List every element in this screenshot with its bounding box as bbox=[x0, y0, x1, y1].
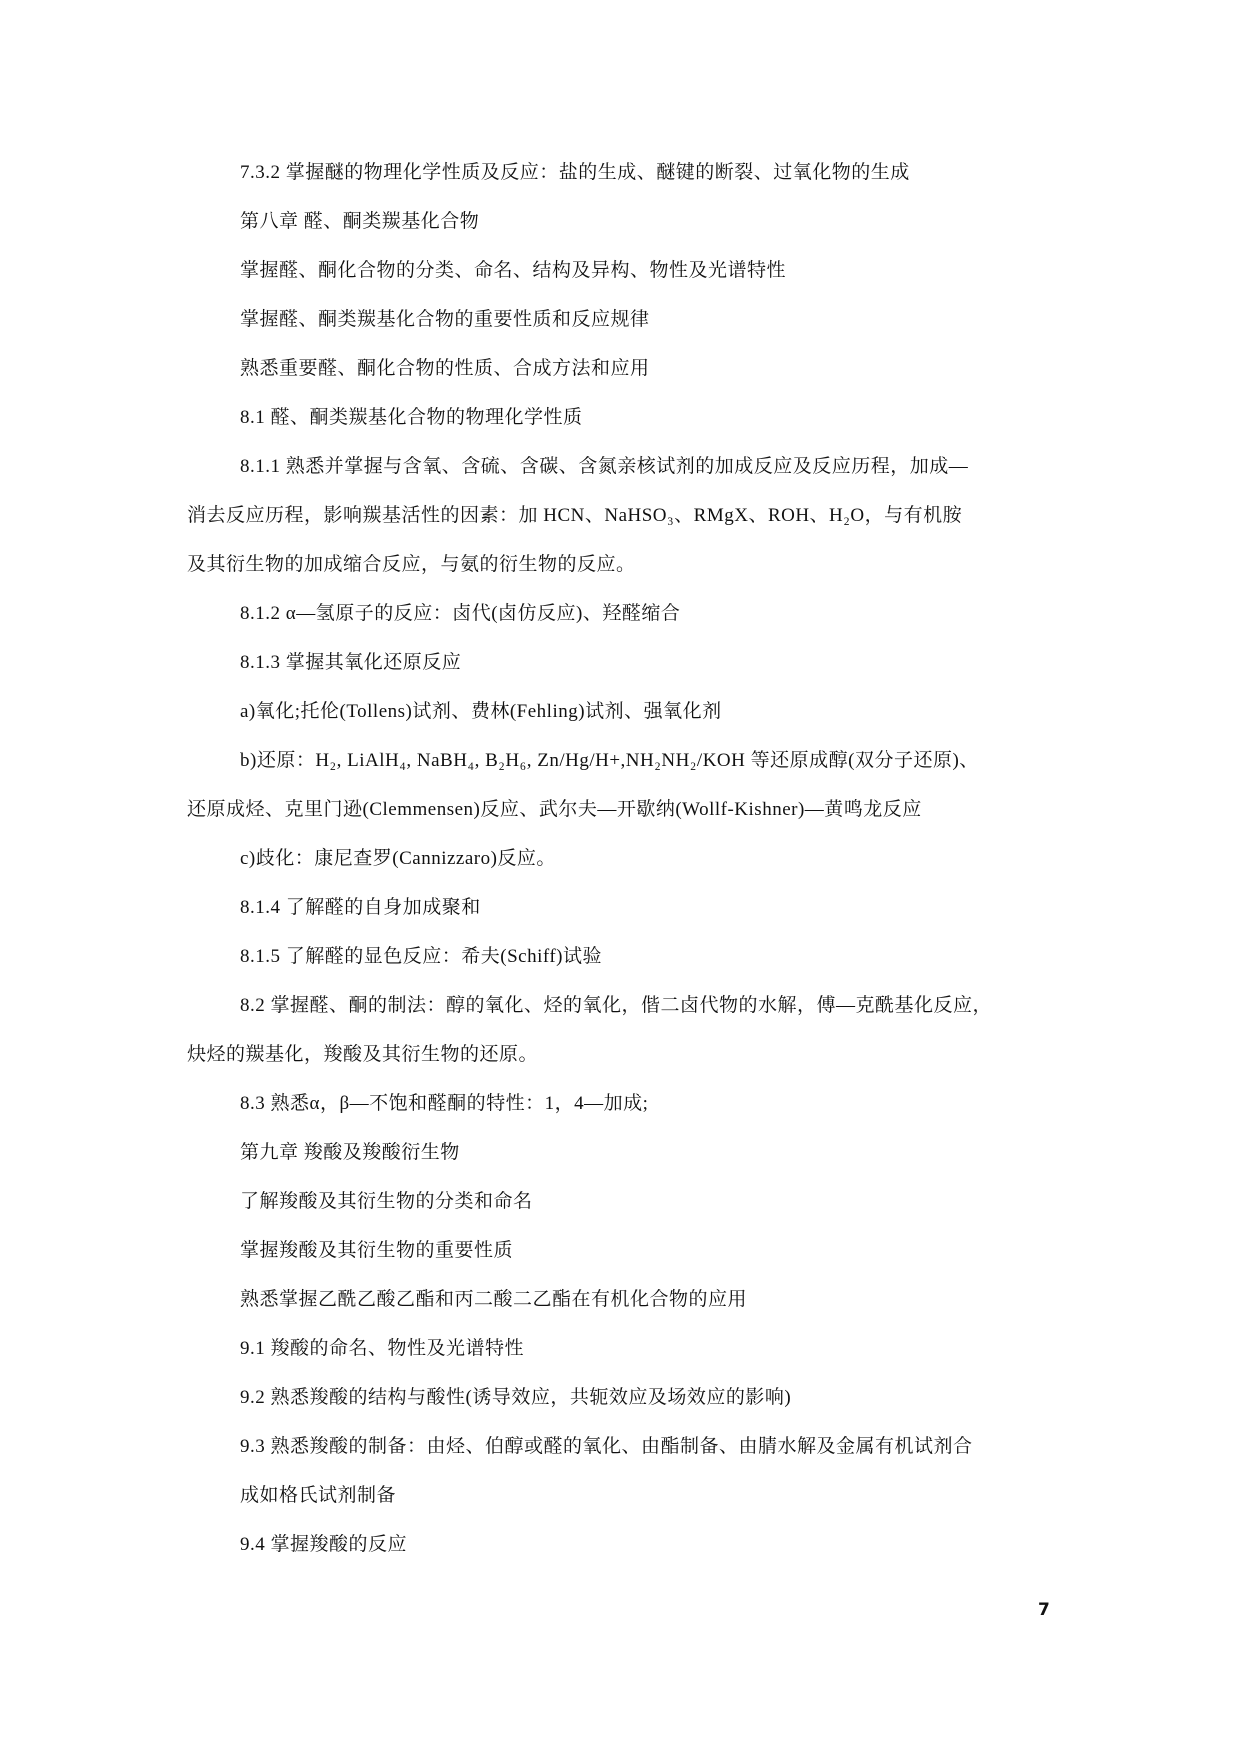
text-line: 熟悉掌握乙酰乙酸乙酯和丙二酸二乙酯在有机化合物的应用 bbox=[240, 1289, 748, 1310]
text-line: 熟悉重要醛、酮化合物的性质、合成方法和应用 bbox=[240, 358, 650, 379]
text-line: 8.1.1 熟悉并掌握与含氧、含硫、含碳、含氮亲核试剂的加成反应及反应历程，加成— bbox=[240, 456, 969, 477]
text-line: 炔烃的羰基化，羧酸及其衍生物的还原。 bbox=[187, 1044, 539, 1065]
text-line: 9.3 熟悉羧酸的制备：由烃、伯醇或醛的氧化、由酯制备、由腈水解及金属有机试剂合 bbox=[240, 1436, 973, 1457]
text-line: 9.1 羧酸的命名、物性及光谱特性 bbox=[240, 1338, 525, 1359]
text-line: 8.1.2 α—氢原子的反应：卤代(卤仿反应)、羟醛缩合 bbox=[240, 603, 681, 624]
text-line: 掌握醛、酮类羰基化合物的重要性质和反应规律 bbox=[240, 309, 650, 330]
text-line: 消去反应历程，影响羰基活性的因素：加 HCN、NaHSO₃、RMgX、ROH、H₂O，与有机胺 bbox=[187, 505, 963, 526]
text-line: 7.3.2 掌握醚的物理化学性质及反应：盐的生成、醚键的断裂、过氧化物的生成 bbox=[240, 162, 910, 183]
text-line: b)还原：H₂, LiAlH₄, NaBH₄, B₂H₆, Zn/Hg/H+,NH₂NH₂/KOH 等还原成醇(双分子还原)、 bbox=[240, 750, 979, 771]
text-line: 8.1.5 了解醛的显色反应：希夫(Schiff)试验 bbox=[240, 946, 602, 967]
text-line: 8.1.3 掌握其氧化还原反应 bbox=[240, 652, 462, 673]
text-line: 第八章 醛、酮类羰基化合物 bbox=[240, 211, 480, 232]
text-line: c)歧化：康尼查罗(Cannizzaro)反应。 bbox=[240, 848, 556, 869]
text-line: 9.2 熟悉羧酸的结构与酸性(诱导效应，共轭效应及场效应的影响) bbox=[240, 1387, 792, 1408]
text-line: 掌握羧酸及其衍生物的重要性质 bbox=[240, 1240, 514, 1261]
text-line: 及其衍生物的加成缩合反应，与氨的衍生物的反应。 bbox=[187, 554, 636, 575]
text-line: a)氧化;托伦(Tollens)试剂、费林(Fehling)试剂、强氧化剂 bbox=[240, 701, 722, 722]
text-line: 8.3 熟悉α，β—不饱和醛酮的特性：1，4—加成; bbox=[240, 1093, 649, 1114]
text-line: 还原成烃、克里门逊(Clemmensen)反应、武尔夫—开歇纳(Wollf-Kishner)—黄鸣龙反应 bbox=[187, 799, 922, 820]
page-number: 7 bbox=[1038, 1600, 1050, 1620]
text-line: 8.1 醛、酮类羰基化合物的物理化学性质 bbox=[240, 407, 583, 428]
text-line: 第九章 羧酸及羧酸衍生物 bbox=[240, 1142, 460, 1163]
text-line: 9.4 掌握羧酸的反应 bbox=[240, 1534, 408, 1555]
text-line: 成如格氏试剂制备 bbox=[240, 1485, 397, 1506]
text-line: 8.1.4 了解醛的自身加成聚和 bbox=[240, 897, 481, 918]
text-line: 了解羧酸及其衍生物的分类和命名 bbox=[240, 1191, 533, 1212]
text-line: 掌握醛、酮化合物的分类、命名、结构及异构、物性及光谱特性 bbox=[240, 260, 787, 281]
text-line: 8.2 掌握醛、酮的制法：醇的氧化、烃的氧化，偕二卤代物的水解，傅—克酰基化反应， bbox=[240, 995, 993, 1016]
